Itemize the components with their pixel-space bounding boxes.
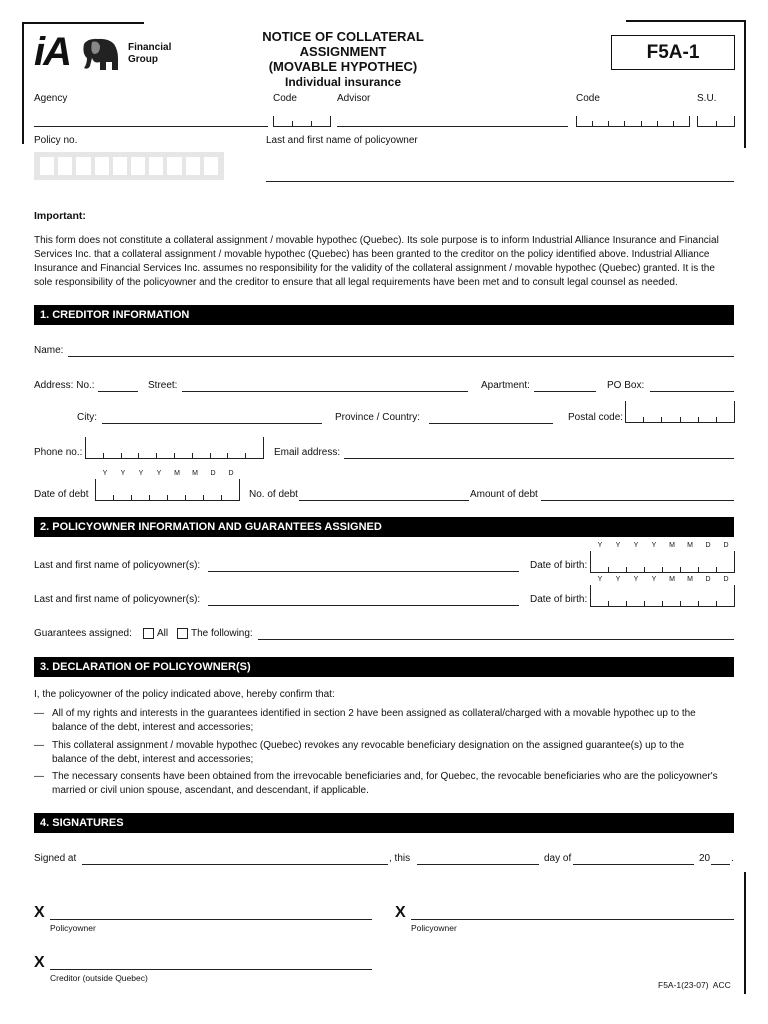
po-box-field[interactable] (650, 391, 734, 392)
policyowner2-signature-label: Policyowner (411, 923, 457, 933)
title-line-2: (MOVABLE HYPOTHEC) (268, 59, 418, 74)
no-of-debt-field[interactable] (299, 500, 469, 501)
email-label: Email address: (274, 447, 341, 458)
su-label: S.U. (697, 93, 717, 104)
section-1-header: 1. CREDITOR INFORMATION (34, 305, 734, 325)
agency-label: Agency (34, 93, 68, 104)
agency-field[interactable] (34, 126, 268, 127)
declaration-item-3: The necessary consents have been obtained from the irrevocable beneficiaries and, for Quebec, the revocable beneficiaries who are the policyowner's married or civil union spouse, ascendant, and descendant, if applicable. (52, 771, 718, 796)
apartment-field[interactable] (534, 391, 596, 392)
email-field[interactable] (344, 458, 734, 459)
form-version: F5A-1(23-07) ACC (658, 980, 731, 990)
form-code-box (611, 35, 735, 70)
city-label: City: (77, 412, 97, 423)
logo-sub1: Financial (128, 42, 172, 53)
title-line-1: NOTICE OF COLLATERAL ASSIGNMENT (262, 29, 424, 59)
advisor-field[interactable] (337, 126, 568, 127)
dob1-format: Y Y Y Y M M D D (597, 542, 729, 549)
following-checkbox[interactable] (177, 628, 188, 639)
policyowner1-label: Last and first name of policyowner(s): (34, 560, 201, 571)
this-label: , this (389, 853, 411, 864)
logo-text: iA (34, 30, 70, 74)
code-field-1[interactable] (273, 116, 331, 127)
day-of-field[interactable] (573, 864, 694, 865)
all-checkbox[interactable] (143, 628, 154, 639)
guarantee-all-option[interactable] (143, 628, 168, 639)
sign-x-3: X (34, 954, 45, 971)
guarantees-following-field[interactable] (258, 639, 734, 640)
policyowner2-label: Last and first name of policyowner(s): (34, 594, 201, 605)
owner-name-label: Last and first name of policyowner (266, 135, 418, 146)
title-line-3: Individual insurance (284, 75, 402, 89)
phone-label: Phone no.: (34, 447, 83, 458)
policyowner1-signature-field[interactable] (50, 919, 372, 920)
logo-sub2: Group (128, 54, 158, 65)
amount-of-debt-label: Amount of debt (470, 489, 538, 500)
policyowner1-field[interactable] (208, 571, 519, 572)
year-prefix: 20 (699, 853, 711, 864)
dob2-field[interactable] (590, 585, 735, 607)
code-field-2[interactable] (576, 116, 690, 127)
code-label-2: Code (576, 93, 600, 104)
year-field[interactable] (711, 864, 730, 865)
dob2-label: Date of birth: (530, 594, 588, 605)
section-3-header: 3. DECLARATION OF POLICYOWNER(S) (34, 657, 734, 677)
guarantees-label: Guarantees assigned: (34, 628, 132, 639)
declaration-intro: I, the policyowner of the policy indicated above, hereby confirm that: (34, 689, 335, 700)
date-of-debt-label: Date of debt (34, 489, 89, 500)
policyowner2-signature-field[interactable] (411, 919, 734, 920)
province-label: Province / Country: (335, 412, 421, 423)
policy-no-label: Policy no. (34, 135, 78, 146)
document-title (240, 29, 446, 90)
amount-of-debt-field[interactable] (541, 500, 734, 501)
policyowner2-field[interactable] (208, 605, 519, 606)
ia-logo (34, 30, 172, 74)
signed-at-field[interactable] (82, 864, 388, 865)
frame-corner-bottom-right (744, 872, 746, 994)
section-4-header: 4. SIGNATURES (34, 813, 734, 833)
this-field[interactable] (417, 864, 539, 865)
province-field[interactable] (429, 423, 553, 424)
creditor-name-field[interactable] (68, 356, 734, 357)
dob1-field[interactable] (590, 551, 735, 573)
city-field[interactable] (102, 423, 322, 424)
postal-code-field[interactable] (625, 401, 735, 423)
day-of-label: day of (544, 853, 572, 864)
policy-no-field[interactable] (34, 152, 224, 180)
dob1-label: Date of birth: (530, 560, 588, 571)
su-field[interactable] (697, 116, 735, 127)
declaration-item-2: This collateral assignment / movable hypothec (Quebec) revokes any revocable beneficiary designation on the assigned guarantee(s) up to the balance of the debt, interest and accessories; (52, 740, 685, 765)
owner-name-field[interactable] (266, 181, 734, 182)
signed-period: . (731, 853, 734, 864)
declaration-item-1: All of my rights and interests in the guarantees identified in section 2 have been assigned as collateral/charged with a movable hypothec up to the balance of the debt, interest and accessories; (52, 708, 696, 733)
po-box-label: PO Box: (607, 380, 645, 391)
dob2-format: Y Y Y Y M M D D (597, 576, 729, 583)
advisor-label: Advisor (337, 93, 371, 104)
policyowner1-signature-label: Policyowner (50, 923, 96, 933)
important-heading: Important: (34, 210, 86, 222)
bullet-dash-1: — (34, 708, 44, 719)
following-label: The following: (191, 628, 253, 640)
form-code: F5A-1 (646, 42, 700, 63)
creditor-name-label: Name: (34, 345, 64, 356)
street-field[interactable] (182, 391, 468, 392)
phone-field[interactable] (85, 437, 264, 459)
bullet-dash-3: — (34, 771, 44, 782)
sign-x-1: X (34, 904, 45, 921)
guarantee-following-option[interactable] (177, 628, 253, 639)
address-no-field[interactable] (98, 391, 138, 392)
apartment-label: Apartment: (481, 380, 530, 391)
important-text: This form does not constitute a collateral assignment / movable hypothec (Quebec). Its sole purpose is to inform Industrial Alliance Insurance and Financial Services Inc. that a collateral assignment / movable hypothec (Quebec) has been granted to the creditor on the policy identified above. Industrial Alliance Insurance and Financial Services Inc. assumes no responsibility for the validity of the collateral assignment / movable hypothec (Quebec) granted. It is the sole responsibility of the policyowner and the creditor to ensure that all legal requirements have been met and to consult legal counsel as needed. (34, 235, 719, 288)
elephant-icon (78, 36, 122, 72)
street-label: Street: (148, 380, 178, 391)
all-label: All (157, 628, 169, 640)
postal-code-label: Postal code: (568, 412, 624, 423)
date-of-debt-format: Y Y Y Y M M D D (102, 470, 234, 477)
section-2-header: 2. POLICYOWNER INFORMATION AND GUARANTEES ASSIGNED (34, 517, 734, 537)
code-label-1: Code (273, 93, 297, 104)
no-of-debt-label: No. of debt (249, 489, 298, 500)
bullet-dash-2: — (34, 740, 44, 751)
creditor-signature-field[interactable] (50, 969, 372, 970)
date-of-debt-field[interactable] (95, 479, 240, 501)
creditor-signature-label: Creditor (outside Quebec) (50, 973, 148, 983)
address-no-label: Address: No.: (34, 380, 95, 391)
sign-x-2: X (395, 904, 406, 921)
signed-at-label: Signed at (34, 853, 77, 864)
